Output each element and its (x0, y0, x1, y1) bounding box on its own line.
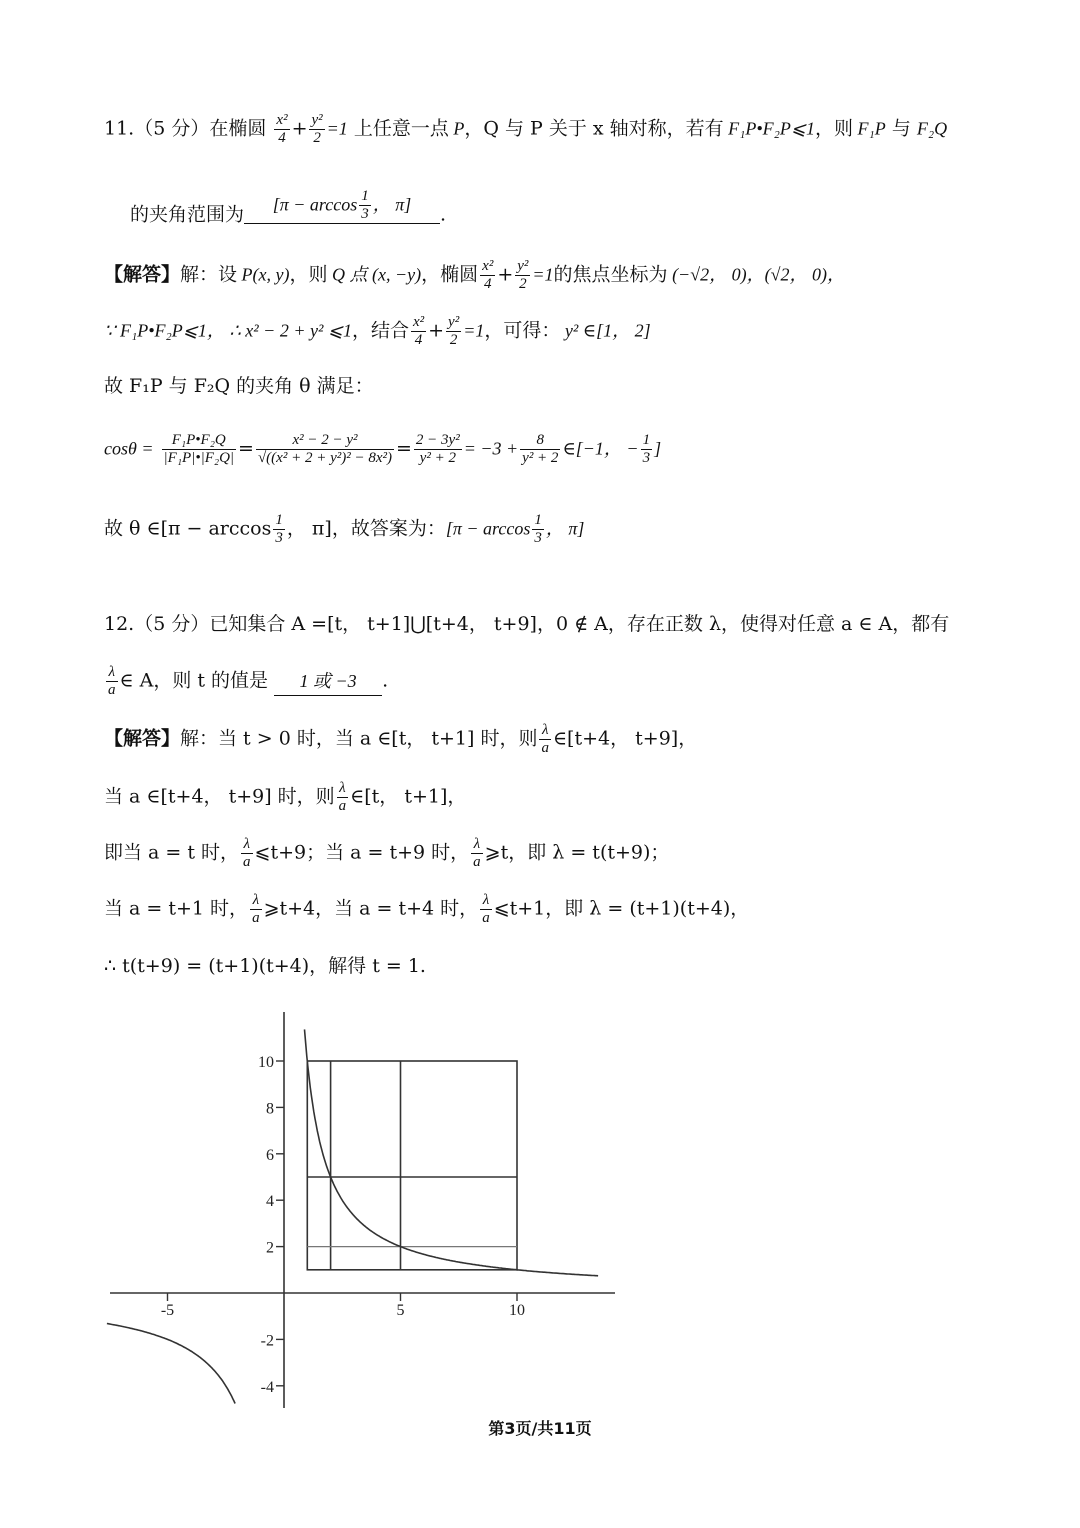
frac-den: a (482, 910, 490, 926)
frac-den: a (473, 854, 481, 870)
frac-num: x² (276, 112, 288, 128)
q12-solution-line5: ∴ t(t+9) = (t+1)(t+4)，解得 t = 1. (104, 955, 426, 977)
curve-positive-branch (305, 1029, 599, 1275)
frac-den: a (243, 854, 251, 870)
text: ⩾t+4，当 a = t+4 时， (263, 897, 479, 920)
math: ∴ x² − 2 + y² ⩽1 (224, 320, 352, 341)
math: ， π] (545, 518, 585, 539)
q12-line1: 12.（5 分）已知集合 A =[t， t+1]⋃[t+4， t+9]，0 ∉ A，存在正数 λ，使得对任意 a ∈ A，都有 (104, 613, 950, 635)
x-tick-label: -5 (160, 1302, 175, 1319)
math: ] (654, 438, 662, 459)
curve-negative-branch (107, 1324, 235, 1404)
math: ∵ F₁P•F₂P⩽1， (104, 320, 225, 341)
equation-text: =1 (326, 118, 348, 139)
frac-den: y² + 2 (419, 450, 456, 466)
frac-den: y² + 2 (522, 450, 559, 466)
math: P(x, y) (237, 264, 290, 285)
frac-num: x² − 2 − y² (256, 432, 394, 450)
frac-den: 4 (414, 332, 423, 348)
text: ∈[t+4， t+9]， (552, 727, 698, 750)
frac-num: x² (412, 314, 425, 330)
answer-text: [π − arccos (272, 194, 358, 215)
text: ，则 (815, 117, 854, 140)
page-footer: 第3页/共11页 (488, 1419, 592, 1438)
frac-num: 1 (642, 432, 651, 448)
frac-den: 2 (449, 332, 458, 348)
q11-line1: 11.（5 分）在椭圆 $\frac{\text{x²}}{4}$ + $\frac{\text{y²}}{2}$ =1 上任意一点 P，Q 与 P 关于 x 轴对称，若有 F₁P•F₂P⩽1，则 F₁P 与 F₂Q (104, 112, 948, 146)
frac-num: λ (106, 664, 118, 682)
frac-num: λ (471, 836, 483, 854)
frac-den: a (541, 740, 549, 756)
q11-solution-line1: 【解答】解：设 P(x, y)，则 Q 点 (x, −y)，椭圆 $\frac{\text{x²}}{4}$ + $\frac{\text{y²}}{2}$ =1的焦点坐标为 (−√2， 0)，(√2， 0)， (104, 258, 845, 292)
y-tick-label: 4 (266, 1193, 274, 1211)
q11-cos-formula: cosθ = $\frac{\text{F₁P•F₂Q}}{\text{|F₁P|•|F₂Q|}}$ = $\frac{\text{x² − 2 − y²}}{\text{√((x² + 2 + y²)² − 8x²)}}$ = $\frac{\text{2 − 3y²}}{\text{y² + 2}}$ = −3 + $\frac{8}{\text{y² + 2}}$ ∈[−1， − $\frac{1}{3}$ ] (104, 432, 662, 466)
graph-ticks (161, 1054, 525, 1396)
frac-den: 3 (642, 450, 651, 466)
frac-den: a (252, 910, 260, 926)
text: 与 (885, 117, 917, 140)
answer-blank: 1 或 −3 (274, 667, 382, 696)
frac-den: 2 (519, 276, 527, 292)
text: 解：设 (180, 263, 238, 286)
frac-num: x² (482, 258, 494, 274)
frac-den: |F₁P|•|F₂Q| (163, 450, 235, 466)
text: 当 a ∈[t+4， t+9] 时，则 (104, 785, 335, 808)
text: 故 θ ∈[π − arccos (104, 517, 272, 540)
frac-num: 2 − 3y² (415, 432, 460, 448)
math: ∈[−1， − (562, 438, 639, 459)
x-tick-label: 5 (396, 1302, 405, 1319)
frac-den: 4 (278, 130, 286, 146)
solution-label: 【解答】 (104, 727, 181, 750)
vector: F₂Q (916, 118, 948, 139)
frac-num: 1 (361, 188, 369, 204)
text: ⩽t+9；当 a = t+9 时， (254, 841, 470, 864)
frac-num: λ (480, 892, 492, 910)
y-tick-label: -2 (260, 1332, 274, 1350)
math: cosθ = (104, 438, 154, 459)
frac-num: y² (517, 258, 529, 274)
math: = −3 + (463, 438, 519, 459)
text: ，可得： (484, 319, 561, 342)
frac-num: F₁P•F₂Q (162, 432, 237, 450)
graph-curves (107, 1029, 598, 1403)
frac-num: λ (241, 836, 253, 854)
y-tick-label: -4 (260, 1378, 274, 1396)
frac-num: 1 (534, 512, 542, 528)
text: 解：当 t > 0 时，当 a ∈[t， t+1] 时，则 (180, 727, 538, 750)
text: 上任意一点 (347, 117, 449, 140)
text: ，则 (289, 263, 328, 286)
text: ∈ A，则 t 的值是 (119, 669, 269, 692)
math: y² ∈[1， 2] (560, 320, 651, 341)
text: 即当 a = t 时， (104, 841, 240, 864)
text: 当 a = t+1 时， (104, 897, 249, 920)
frac-den: √((x² + 2 + y²)² − 8x²) (257, 450, 392, 466)
y-tick-label: 6 (266, 1146, 274, 1164)
grid-rect (307, 1061, 517, 1270)
math: [π − arccos (445, 518, 531, 539)
text: ，Q 与 P 关于 x 轴对称，若有 (464, 117, 724, 140)
frac-den: a (338, 798, 347, 814)
frac-num: λ (250, 892, 262, 910)
y-tick-label: 8 (266, 1100, 274, 1118)
equation-text: =1 (532, 264, 554, 285)
frac-den: 4 (483, 276, 492, 292)
answer-text: ， π] (372, 194, 412, 215)
graph-grid-lines (307, 1061, 517, 1270)
frac-den: 2 (313, 130, 321, 146)
q11-solution-line3: 故 F₁P 与 F₂Q 的夹角 θ 满足： (104, 375, 374, 397)
text: ⩽t+1，即 λ = (t+1)(t+4)， (493, 897, 750, 920)
text: . (382, 669, 389, 692)
text: 的夹角范围为 (130, 203, 245, 226)
text: ，椭圆 (421, 263, 479, 286)
solution-label: 【解答】 (104, 263, 181, 286)
math-var: P (448, 118, 465, 139)
vector-condition: F₁P•F₂P⩽1 (723, 118, 816, 139)
frac-num: 1 (275, 512, 283, 528)
text: ，结合 (351, 319, 409, 342)
equation-text: =1 (463, 320, 485, 341)
q11-solution-line2: ∵ F₁P•F₂P⩽1， ∴ x² − 2 + y² ⩽1，结合 $\frac{\text{x²}}{4}$ + $\frac{\text{y²}}{2}$ =1，可得： y² ∈[1， 2] (104, 314, 651, 348)
q11-number-text: 11.（5 分）在椭圆 (104, 117, 267, 140)
y-tick-label: 10 (258, 1054, 274, 1071)
text: 的焦点坐标为 (553, 263, 668, 286)
x-tick-label: 10 (509, 1302, 525, 1319)
frac-den: 3 (361, 206, 369, 222)
text: ， π]，故答案为： (286, 517, 446, 540)
text: ⩾t，即 λ = t(t+9)； (484, 841, 670, 864)
frac-num: λ (337, 780, 349, 798)
frac-num: 8 (520, 432, 560, 450)
text: . (440, 203, 447, 226)
frac-num: y² (448, 314, 460, 330)
math: Q 点 (x, −y) (327, 264, 422, 285)
frac-den: a (108, 682, 116, 698)
vector: F₁P (853, 118, 886, 139)
math: (−√2， 0)，(√2， 0)， (667, 264, 845, 285)
text: ∈[t， t+1]， (350, 785, 467, 808)
frac-num: λ (539, 722, 551, 740)
frac-den: 3 (275, 530, 283, 546)
frac-num: y² (311, 112, 323, 128)
y-tick-label: 2 (266, 1239, 274, 1257)
frac-den: 3 (534, 530, 542, 546)
